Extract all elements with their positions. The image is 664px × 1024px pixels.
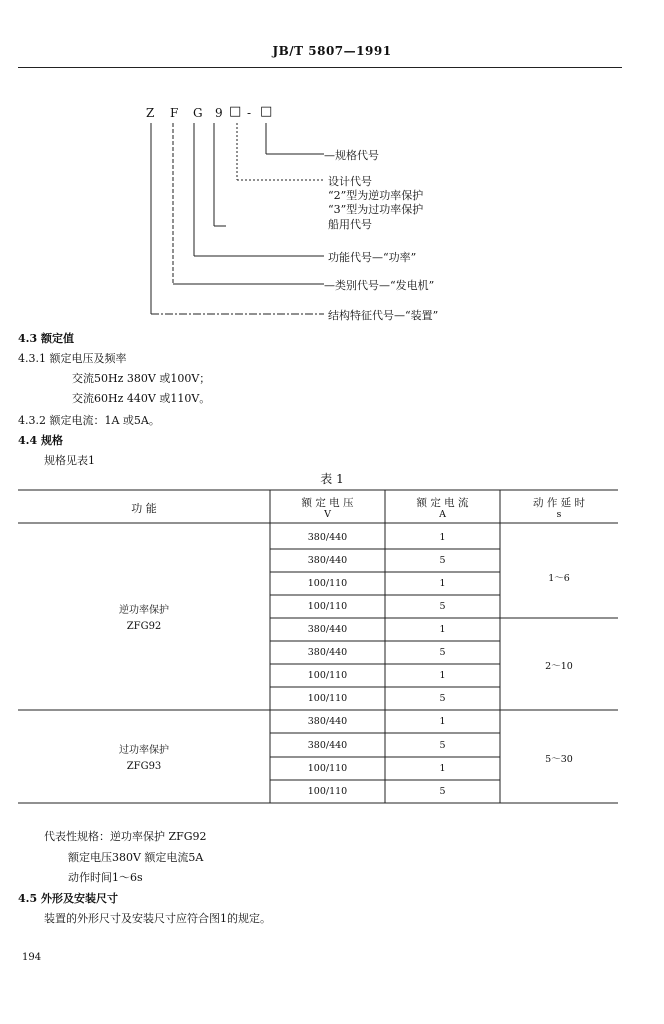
header-current-unit: A: [439, 509, 446, 520]
section-4-4-text: 规格见表1: [44, 454, 95, 467]
section-4-3-title: 4.3 额定值: [18, 332, 74, 345]
current-cell: 5: [439, 555, 446, 566]
section-4-3-1-line-2: 交流60Hz 440V 或110V。: [72, 392, 211, 405]
header-delay-unit: s: [556, 509, 562, 520]
voltage-cell: 100/110: [307, 601, 348, 612]
delay-range-2: 2～10: [545, 661, 573, 672]
code-box-design: □: [229, 104, 243, 119]
section-4-3-2: 4.3.2 额定电流：1A 或5A。: [18, 414, 160, 427]
header-function: 功 能: [131, 502, 157, 515]
voltage-cell: 100/110: [307, 786, 348, 797]
current-cell: 5: [439, 740, 446, 751]
voltage-cell: 380/440: [307, 555, 348, 566]
group-reverse-power-model: ZFG92: [126, 621, 162, 632]
voltage-cell: 380/440: [307, 716, 348, 727]
section-4-5-title: 4.5 外形及安装尺寸: [18, 892, 118, 905]
voltage-cell: 100/110: [307, 670, 348, 681]
table-caption: 表 1: [320, 472, 344, 486]
header-current: 额 定 电 流: [416, 497, 469, 509]
current-cell: 1: [439, 716, 446, 727]
current-cell: 5: [439, 693, 446, 704]
voltage-cell: 100/110: [307, 763, 348, 774]
voltage-cell: 380/440: [307, 647, 348, 658]
example-spec-line-1: 额定电压380V 额定电流5A: [68, 851, 204, 864]
voltage-cell: 100/110: [307, 693, 348, 704]
current-cell: 1: [439, 624, 446, 635]
code-char-g: G: [193, 106, 204, 120]
delay-range-1: 1～6: [548, 573, 570, 584]
code-box-spec: □: [260, 104, 274, 119]
voltage-cell: 100/110: [307, 578, 348, 589]
current-cell: 1: [439, 578, 446, 589]
page-number: 194: [22, 952, 42, 963]
header-delay: 动 作 延 时: [532, 497, 585, 509]
current-cell: 1: [439, 532, 446, 543]
current-cell: 5: [439, 647, 446, 658]
delay-range-3: 5～30: [545, 754, 573, 765]
current-cell: 1: [439, 670, 446, 681]
document-code: JB/T 5807—1991: [272, 44, 392, 58]
header-voltage-unit: V: [324, 509, 331, 520]
label-structure-code: 结构特征代号—“装置”: [328, 309, 439, 322]
section-4-3-1-title: 4.3.1 额定电压及频率: [18, 352, 127, 365]
current-cell: 5: [439, 601, 446, 612]
section-4-4-title: 4.4 规格: [18, 434, 63, 447]
code-char-z: Z: [146, 106, 156, 120]
group-over-power-model: ZFG93: [126, 761, 162, 772]
voltage-cell: 380/440: [307, 532, 348, 543]
label-spec-code: —规格代号: [324, 149, 379, 162]
code-dash: -: [247, 106, 253, 120]
label-category-code: —类别代号—“发电机”: [324, 279, 435, 292]
label-design-note-3: “3”型为过功率保护: [328, 203, 424, 216]
section-4-5-text: 装置的外形尺寸及安装尺寸应符合图1的规定。: [44, 912, 271, 925]
example-spec-line-2: 动作时间1～6s: [68, 871, 143, 884]
current-cell: 5: [439, 786, 446, 797]
group-over-power-name: 过功率保护: [119, 745, 169, 756]
code-char-9: 9: [215, 106, 224, 120]
group-reverse-power-name: 逆功率保护: [119, 605, 169, 616]
label-ship-code: 船用代号: [328, 218, 372, 231]
code-char-f: F: [170, 106, 180, 120]
label-design-code: 设计代号: [328, 175, 372, 188]
voltage-cell: 380/440: [307, 740, 348, 751]
header-voltage: 额 定 电 压: [301, 497, 354, 509]
voltage-cell: 380/440: [307, 624, 348, 635]
current-cell: 1: [439, 763, 446, 774]
label-design-note-2: “2”型为逆功率保护: [328, 189, 424, 202]
label-function-code: 功能代号—“功率”: [328, 251, 417, 264]
example-spec-title: 代表性规格：逆功率保护 ZFG92: [44, 830, 207, 843]
section-4-3-1-line-1: 交流50Hz 380V 或100V；: [72, 372, 211, 385]
